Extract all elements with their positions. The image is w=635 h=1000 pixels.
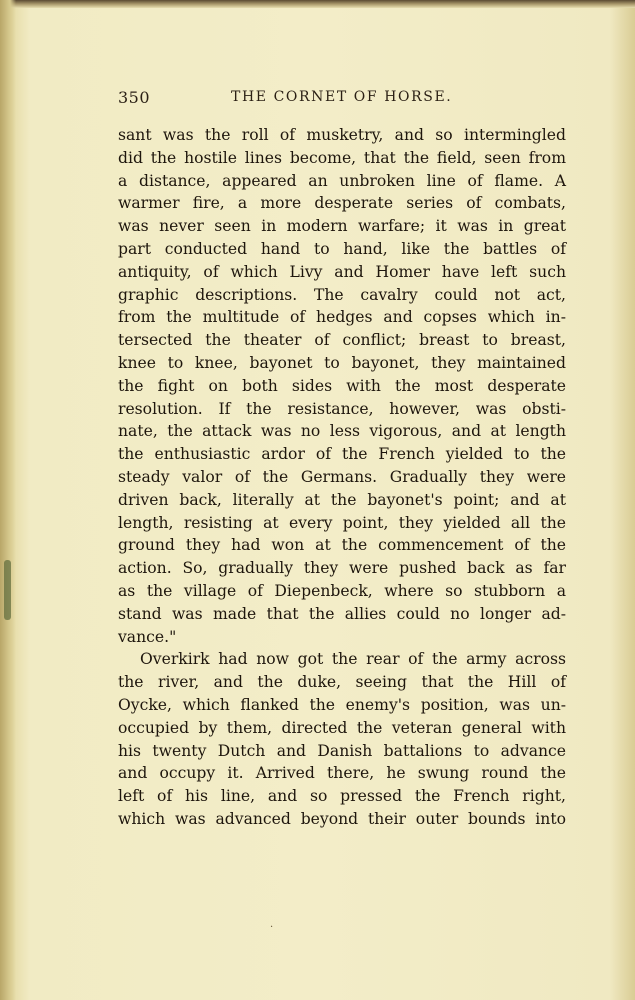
text-line: and occupy it. Arrived there, he swung round the <box>118 764 566 783</box>
text-line: antiquity, of which Livy and Homer have left such <box>118 262 566 281</box>
spine-shadow <box>0 0 16 1000</box>
text-line: did the hostile lines become, that the field, seen from <box>118 148 566 167</box>
text-line: from the multitude of hedges and copses which in- <box>118 308 566 327</box>
page-top-edge <box>0 0 635 8</box>
running-head <box>118 88 558 112</box>
text-line: knee to knee, bayonet to bayonet, they maintained <box>118 353 566 372</box>
text-line: sant was the roll of musketry, and so intermingled <box>118 126 566 144</box>
paper-speck: · <box>270 922 274 933</box>
text-line: stand was made that the allies could no longer ad- <box>118 604 566 623</box>
text-line: vance." <box>118 627 177 646</box>
body-text <box>118 124 566 831</box>
text-line: warmer fire, a more desperate series of combats, <box>118 194 566 213</box>
text-line: length, resisting at every point, they yielded all the <box>118 513 566 532</box>
text-line: driven back, literally at the bayonet's point; and at <box>118 490 566 509</box>
text-line: occupied by them, directed the veteran general with <box>118 718 566 737</box>
text-line: the river, and the duke, seeing that the Hill of <box>118 673 566 692</box>
text-line: part conducted hand to hand, like the battles of <box>118 239 566 258</box>
text-line: Oycke, which flanked the enemy's position, was un- <box>118 695 566 714</box>
spine-stain <box>4 560 11 620</box>
text-line: action. So, gradually they were pushed back as far <box>118 559 566 578</box>
text-line: nate, the attack was no less vigorous, and at length <box>118 422 566 441</box>
text-line: the fight on both sides with the most desperate <box>118 376 566 395</box>
running-title: THE CORNET OF HORSE. <box>231 89 453 105</box>
page-number: 350 <box>118 88 151 107</box>
text-line: ground they had won at the commencement of the <box>118 536 566 555</box>
text-line: his twenty Dutch and Danish battalions to advance <box>118 741 566 760</box>
text-line: tersected the theater of conflict; breast to breast, <box>118 331 566 350</box>
text-line: Overkirk had now got the rear of the army across <box>140 650 566 669</box>
text-line: as the village of Diepenbeck, where so stubborn a <box>118 581 566 600</box>
text-line: resolution. If the resistance, however, was obsti- <box>118 399 566 418</box>
text-line: which was advanced beyond their outer bounds into <box>118 809 566 828</box>
text-line: steady valor of the Germans. Gradually they were <box>118 467 566 486</box>
text-line: the enthusiastic ardor of the French yielded to the <box>118 445 566 464</box>
text-line: left of his line, and so pressed the French right, <box>118 787 566 806</box>
text-line: was never seen in modern warfare; it was in great <box>118 217 566 236</box>
text-line: a distance, appeared an unbroken line of flame. A <box>118 171 566 190</box>
text-line: graphic descriptions. The cavalry could not act, <box>118 285 566 304</box>
